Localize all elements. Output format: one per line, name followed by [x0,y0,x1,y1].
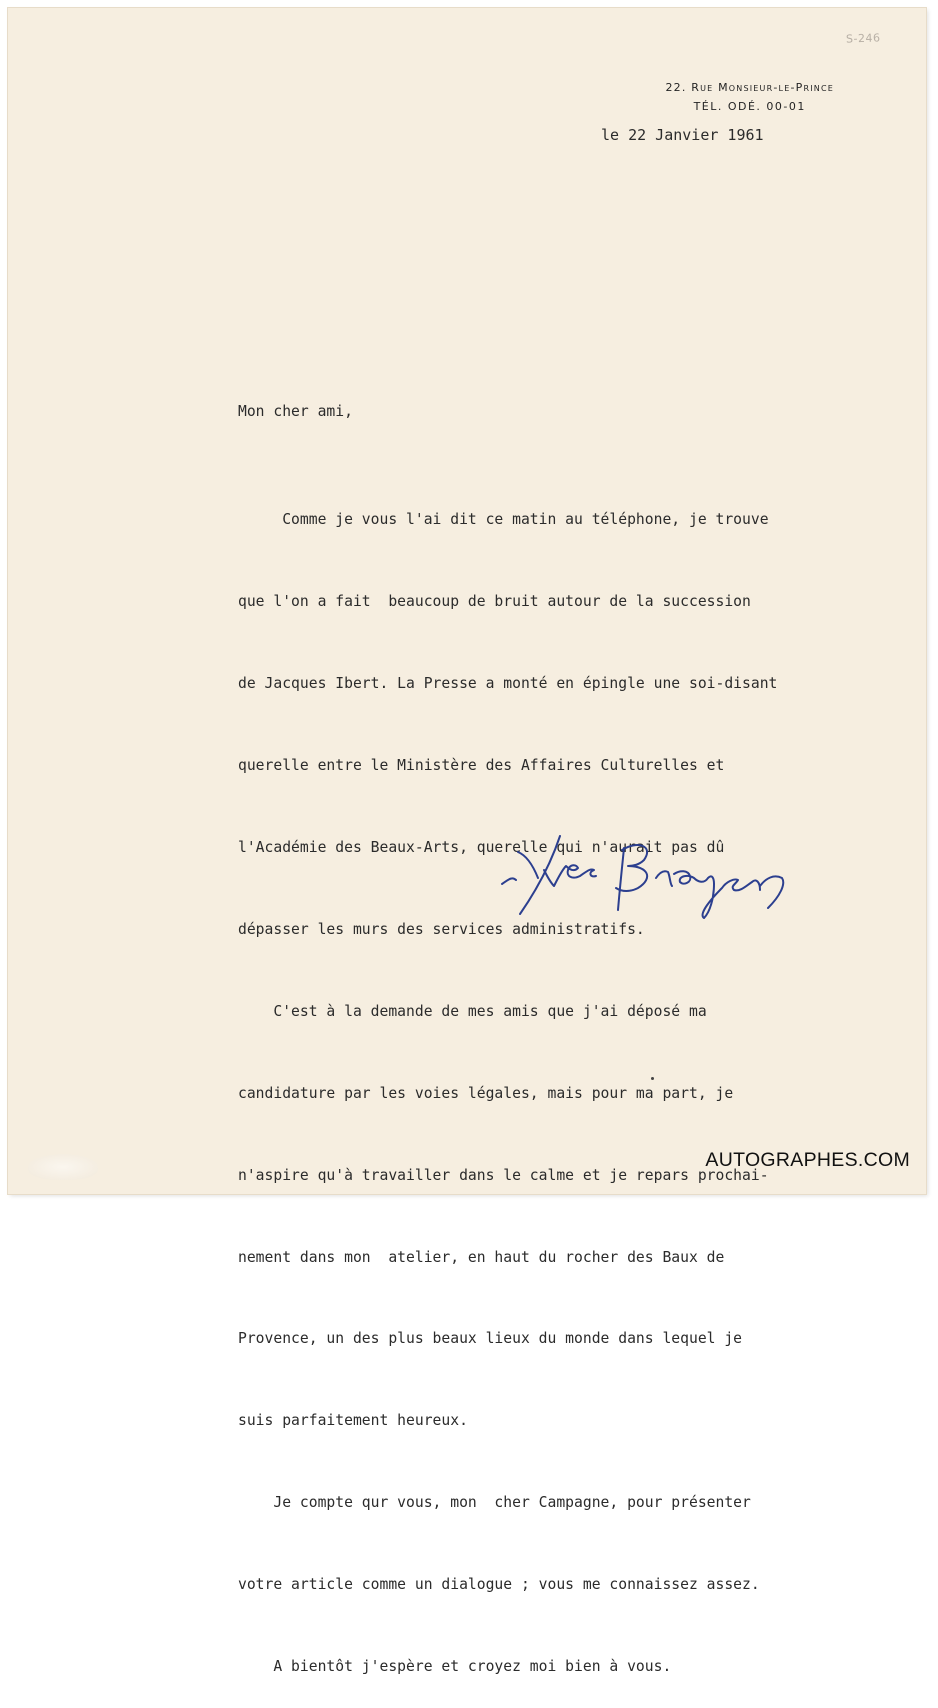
ink-dot [651,1077,654,1080]
embossed-stamp [28,1154,98,1180]
body-line: C'est à la demande de mes amis que j'ai déposé ma [238,1002,707,1020]
body-line: Provence, un des plus beaux lieux du monde dans lequel je [238,1330,743,1348]
pencil-reference-mark: S-246 [845,31,881,46]
body-line: nement dans mon atelier, en haut du rocher des Baux de [238,1248,725,1266]
body-line: de Jacques Ibert. La Presse a monté en épingle une soi-disant [238,675,778,693]
letterhead-phone: TÉL. ODÉ. 00-01 [693,100,806,113]
body-line: suis parfaitement heureux. [238,1412,468,1430]
body-line: votre article comme un dialogue ; vous me connaissez assez. [238,1576,760,1594]
body-line: Comme je vous l'ai dit ce matin au téléphone, je trouve [238,511,769,529]
letter-date: le 22 Janvier 1961 [601,126,764,144]
letterhead-address: 22. Rue Monsieur-le-Prince [665,81,834,94]
body-line: A bientôt j'espère et croyez moi bien à vous. [238,1657,672,1675]
body-line: Je compte qur vous, mon cher Campagne, pour présenter [238,1494,751,1512]
watermark-text: AUTOGRAPHES.COM [705,1149,910,1171]
body-line: dépasser les murs des services administratifs. [238,920,645,938]
body-line: candidature par les voies légales, mais pour ma part, je [238,1084,734,1102]
body-line: n'aspire qu'à travailler dans le calme et je repars prochai- [238,1166,769,1184]
handwritten-signature [498,826,794,922]
letter-body [238,343,898,1708]
body-line: que l'on a fait beaucoup de bruit autour de la succession [238,593,751,611]
letterhead [665,81,834,113]
salutation: Mon cher ami, [238,402,353,420]
body-line: querelle entre le Ministère des Affaires Culturelles et [238,757,725,775]
body-line: l'Académie des Beaux-Arts, querelle qui n'aurait pas dû [238,839,725,857]
